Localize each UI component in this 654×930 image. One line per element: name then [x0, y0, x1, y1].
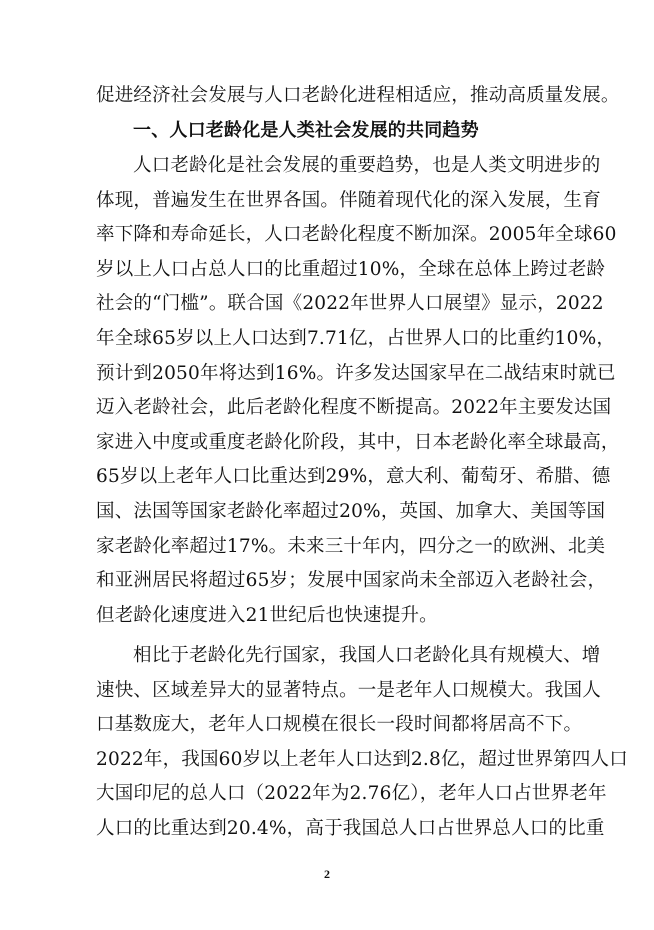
text-line: 国、法国等国家老龄化率超过20%，英国、加拿大、美国等国	[96, 500, 606, 522]
heading-text: 一、人口老龄化是人类社会发展的共同趋势	[133, 120, 479, 141]
text-line: 人口的比重达到20.4%，高于我国总人口占世界总人口的比重	[96, 817, 605, 839]
text-line: 率下降和寿命延长，人口老龄化程度不断加深。2005年全球60	[96, 224, 617, 246]
text-line: 2022年，我国60岁以上老年人口达到2.8亿，超过世界第四人口	[96, 748, 628, 770]
top-paragraph-continuation	[96, 79, 620, 114]
text-line: 家老龄化率超过17%。未来三十年内，四分之一的欧洲、北美	[96, 535, 606, 557]
text-line: 大国印尼的总人口（2022年为2.76亿），老年人口占世界老年	[96, 783, 607, 805]
text-line: 65岁以上老年人口比重达到29%，意大利、葡萄牙、希腊、德	[96, 466, 611, 488]
text-line: 口基数庞大，老年人口规模在很长一段时间都将居高不下。	[96, 714, 583, 736]
text-line: 年全球65岁以上人口达到7.71亿，占世界人口的比重约10%，	[96, 327, 616, 349]
text-line: 体现，普遍发生在世界各国。伴随着现代化的深入发展，生育	[96, 189, 601, 211]
paragraph-1	[96, 149, 620, 633]
paragraph-2	[96, 639, 628, 847]
text-line: 但老龄化速度进入21世纪后也快速提升。	[96, 604, 438, 626]
text-line: 相比于老龄化先行国家，我国人口老龄化具有规模大、增	[133, 645, 601, 666]
section-heading	[96, 114, 570, 149]
text-line: 预计到2050年将达到16%。许多发达国家早在二战结束时就已	[96, 362, 616, 384]
text-line: 速快、区域差异大的显著特点。一是老年人口规模大。我国人	[96, 679, 601, 701]
text-line: 家进入中度或重度老龄化阶段，其中，日本老龄化率全球最高，	[96, 431, 620, 453]
page-number: 2	[324, 867, 330, 881]
text-line: 促进经济社会发展与人口老龄化进程相适应，推动高质量发展。	[96, 85, 620, 106]
text-line: 人口老龄化是社会发展的重要趋势，也是人类文明进步的	[133, 155, 601, 176]
text-line: 和亚洲居民将超过65岁；发展中国家尚未全部迈入老龄社会，	[96, 570, 607, 592]
text-line: 迈入老龄社会，此后老龄化程度不断提高。2022年主要发达国	[96, 397, 612, 419]
text-line: 社会的“门槛”。联合国《2022年世界人口展望》显示，2022	[96, 293, 604, 315]
text-line: 岁以上人口占总人口的比重超过10%，全球在总体上跨过老龄	[96, 258, 606, 280]
